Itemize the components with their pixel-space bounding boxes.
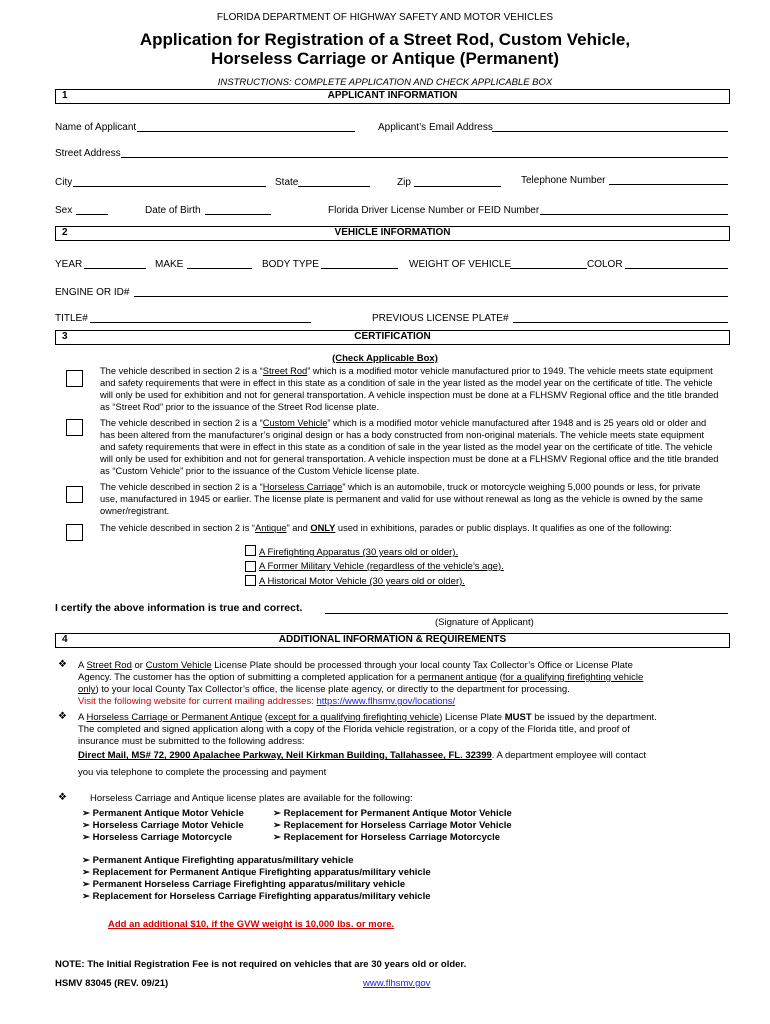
agency-name: FLORIDA DEPARTMENT OF HIGHWAY SAFETY AND MOTOR VEHICLES (216, 12, 554, 23)
plates-right-list: ➢ Replacement for Permanent Antique Motor Vehicle ➢ Replacement for Horseless Carriage Motor Vehicle ➢ Replacement for Horseless Carriage Motorcycle (273, 808, 512, 843)
prev-plate-label: PREVIOUS LICENSE PLATE# (372, 313, 509, 324)
check-box-label: (Check Applicable Box) (332, 353, 438, 364)
antique-checkbox[interactable] (66, 524, 83, 541)
signature-input[interactable] (325, 613, 728, 614)
section-title: APPLICANT INFORMATION (327, 90, 458, 101)
diamond-bullet-icon: ❖ (58, 792, 67, 803)
prev-plate-input[interactable] (513, 322, 728, 323)
custom-vehicle-checkbox[interactable] (66, 419, 83, 436)
engine-label: ENGINE OR ID# (55, 287, 130, 298)
historical-option: A Historical Motor Vehicle (30 years old or older). (259, 576, 465, 587)
city-label: City (55, 177, 73, 188)
section-number: 3 (62, 331, 68, 342)
phone-input[interactable] (609, 184, 728, 185)
year-input[interactable] (84, 268, 146, 269)
street-rod-checkbox[interactable] (66, 370, 83, 387)
section-2-header (55, 226, 730, 241)
engine-input[interactable] (134, 296, 728, 297)
section-number: 4 (62, 634, 68, 645)
zip-input[interactable] (414, 186, 501, 187)
body-type-input[interactable] (321, 268, 398, 269)
section-number: 1 (62, 90, 68, 101)
section-title: ADDITIONAL INFORMATION & REQUIREMENTS (278, 634, 507, 645)
section-4-header (55, 633, 730, 648)
certify-statement: I certify the above information is true and correct. (55, 602, 303, 614)
diamond-bullet-icon: ❖ (58, 659, 67, 670)
street-label: Street Address (55, 148, 121, 159)
instructions: INSTRUCTIONS: COMPLETE APPLICATION AND CHECK APPLICABLE BOX (217, 77, 553, 88)
street-rod-text: The vehicle described in section 2 is a “Street Rod” which is a modified motor vehicle manufactured prior to 1949. The vehicle meets state equipment and safety requirements that were in effect in this state as a condition of sale in the year listed as the model year on the certificate of title. The vehicle will only be used for exhibition and not for general transportation. A vehicle inspection must be done at a FLHSMV Regional office and the title branded as “Street Rod” prior to the issuance of the Street Rod license plate. (100, 366, 719, 412)
horseless-carriage-text: The vehicle described in section 2 is a “Horseless Carriage” which is an automobile, truck or motorcycle weighing 5,000 pounds or less, for private use, manufactured in 1945 or earlier. The license plate is permanent and valid for use without renewal as long as the vehicle is owned by the same owner/registrant. (100, 482, 703, 516)
section-3-header (55, 330, 730, 345)
state-input[interactable] (298, 186, 370, 187)
weight-input[interactable] (510, 268, 587, 269)
email-label: Applicant’s Email Address (378, 122, 493, 133)
military-option: A Former Military Vehicle (regardless of the vehicle’s age). (259, 561, 504, 572)
section-1-header (55, 89, 730, 104)
dl-label: Florida Driver License Number or FEID Number (328, 205, 540, 216)
color-label: COLOR (587, 259, 623, 270)
locations-link[interactable]: https://www.flhsmv.gov/locations/ (316, 696, 456, 707)
form-number: HSMV 83045 (REV. 09/21) (55, 978, 169, 989)
dob-label: Date of Birth (145, 205, 201, 216)
state-label: State (275, 177, 299, 188)
military-checkbox[interactable] (245, 561, 256, 572)
bullet-3-text: Horseless Carriage and Antique license plates are available for the following: (90, 793, 413, 804)
horseless-carriage-checkbox[interactable] (66, 486, 83, 503)
color-input[interactable] (625, 268, 728, 269)
sex-input[interactable] (76, 214, 108, 215)
street-input[interactable] (121, 157, 728, 158)
dob-input[interactable] (205, 214, 271, 215)
signature-label: (Signature of Applicant) (435, 617, 534, 628)
section-number: 2 (62, 227, 68, 238)
plates-fire-list: ➢ Permanent Antique Firefighting apparatus/military vehicle ➢ Replacement for Permanent Antique Firefighting apparatus/military vehicle ➢ Permanent Horseless Carriage Firefighting apparatus/military vehicle ➢ Replacement for Horseless Carriage Firefighting apparatus/military vehicle (82, 855, 431, 902)
title-number-label: TITLE# (55, 313, 88, 324)
body-type-label: BODY TYPE (262, 259, 319, 270)
weight-label: WEIGHT OF VEHICLE (409, 259, 512, 270)
title-line-2: Horseless Carriage or Antique (Permanent) (211, 49, 559, 68)
bullet-2-text: A Horseless Carriage or Permanent Antique (except for a qualifying firefighting vehicle) License Plate MUST be issued by the department. The completed and signed application along with a copy of the Florida vehicle registration, or a copy of the Florida title, and proof of insurance must be submitted to the following address: Direct Mail, MS# 72, 2900 Apalachee Parkway, Neil Kirkman Building, Tallahassee, FL. 32399. A department employee will contact you via telephone to complete the processing and payment (78, 712, 657, 778)
firefighting-checkbox[interactable] (245, 545, 256, 556)
make-input[interactable] (187, 268, 252, 269)
name-label: Name of Applicant (55, 122, 137, 133)
historical-checkbox[interactable] (245, 575, 256, 586)
firefighting-option: A Firefighting Apparatus (30 years old or older). (259, 547, 459, 558)
city-input[interactable] (73, 186, 266, 187)
form-title (0, 30, 770, 68)
custom-vehicle-text: The vehicle described in section 2 is a “Custom Vehicle” which is a modified motor vehicle manufactured after 1948 and is 25 years old or older and has been altered from the manufacturer’s original design or has a body constructed from non-original materials. The vehicle meets state equipment and safety requirements that were in effect in this state as a condition of sale in the year listed as the model year on the certificate of title. The vehicle will only be used for exhibition and not for general transportation. A vehicle inspection must be done at a FLHSMV Regional office and the title branded as “Custom Vehicle” prior to the issuance of the Custom Vehicle license plate. (100, 418, 719, 476)
plates-left-list: ➢ Permanent Antique Motor Vehicle ➢ Horseless Carriage Motor Vehicle ➢ Horseless Carriage Motorcycle (82, 808, 244, 843)
sex-label: Sex (55, 205, 73, 216)
phone-label: Telephone Number (521, 175, 606, 186)
dl-input[interactable] (540, 214, 728, 215)
website-link[interactable]: www.flhsmv.gov (363, 978, 431, 989)
section-title: CERTIFICATION (354, 331, 431, 342)
make-label: MAKE (155, 259, 184, 270)
fee-note: NOTE: The Initial Registration Fee is not required on vehicles that are 30 years old or older. (55, 959, 467, 970)
section-title: VEHICLE INFORMATION (334, 227, 451, 238)
bullet-1-text: A Street Rod or Custom Vehicle License Plate should be processed through your local county Tax Collector’s Office or License Plate Agency. The customer has the option of submitting a completed application for a permanent antique (for a qualifying firefighting vehicle only) to your local County Tax Collector’s office, the license plate agency, or directly to the department for processing. Visit the following website for current mailing addresses: https://www.flhsmv.gov/locations/ (78, 660, 644, 707)
diamond-bullet-icon: ❖ (58, 711, 67, 722)
gvw-note: Add an additional $10, if the GVW weight is 10,000 lbs. or more. (108, 919, 395, 930)
title-line-1: Application for Registration of a Street Rod, Custom Vehicle, (139, 30, 631, 49)
antique-text: The vehicle described in section 2 is “Antique” and ONLY used in exhibitions, parades or public displays. It qualifies as one of the following: (100, 523, 672, 533)
zip-label: Zip (397, 177, 411, 188)
year-label: YEAR (55, 259, 83, 270)
name-input[interactable] (137, 131, 355, 132)
email-input[interactable] (492, 131, 728, 132)
title-number-input[interactable] (90, 322, 311, 323)
